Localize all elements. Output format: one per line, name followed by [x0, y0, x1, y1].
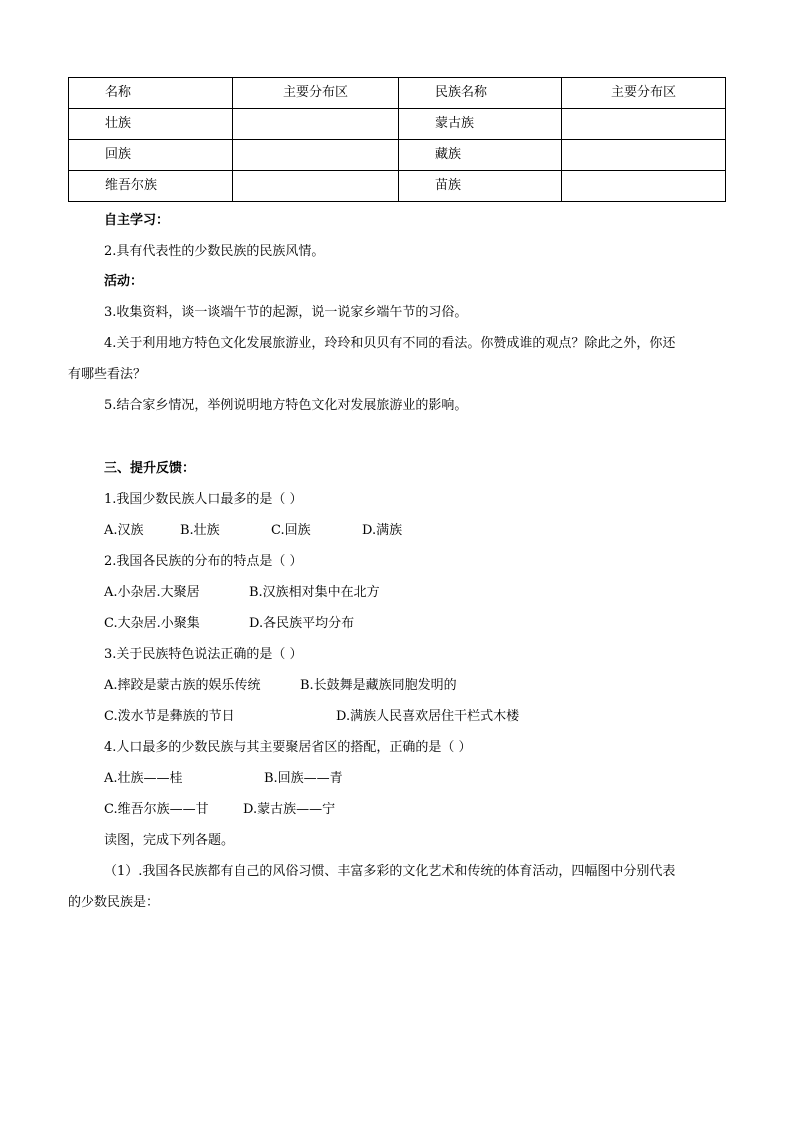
- feedback-question-4: 4.人口最多的少数民族与其主要聚居省区的搭配，正确的是（ ）: [104, 740, 472, 755]
- table-row: [69, 171, 726, 202]
- activity-question-4-line2: 有哪些看法？: [68, 367, 147, 382]
- table-cell-ethnic-name: 苗族: [399, 171, 562, 202]
- q4-option-d: D.蒙古族——宁: [243, 802, 336, 817]
- table-row: [69, 109, 726, 140]
- subquestion-1-line2: 的少数民族是：: [68, 895, 160, 910]
- table-cell-blank: [562, 140, 726, 171]
- table-cell-ethnic-name: 藏族: [399, 140, 562, 171]
- q2-option-b: B.汉族相对集中在北方: [249, 585, 380, 600]
- table-cell-ethnic-name: 壮族: [69, 109, 233, 140]
- activity-question-5: 5.结合家乡情况，举例说明地方特色文化对发展旅游业的影响。: [104, 398, 468, 413]
- table-header-cell: 主要分布区: [233, 78, 399, 109]
- table-header-cell: 民族名称: [399, 78, 562, 109]
- feedback-question-3: 3.关于民族特色说法正确的是（ ）: [104, 647, 303, 662]
- table-cell-ethnic-name: 回族: [69, 140, 233, 171]
- q3-option-a: A.摔跤是蒙古族的娱乐传统: [104, 678, 261, 693]
- activity-question-4-line1: 4.关于利用地方特色文化发展旅游业，玲玲和贝贝有不同的看法。你赞成谁的观点？除此之外，你还: [104, 336, 676, 351]
- activity-question-3: 3.收集资料，谈一谈端午节的起源，说一说家乡端午节的习俗。: [104, 305, 468, 320]
- table-header-cell: 名称: [69, 78, 233, 109]
- table-row: [69, 140, 726, 171]
- table-cell-ethnic-name: 维吾尔族: [69, 171, 233, 202]
- q2-option-d: D.各民族平均分布: [249, 616, 355, 631]
- read-map-instruction: 读图，完成下列各题。: [104, 833, 235, 848]
- table-cell-blank: [562, 171, 726, 202]
- q4-option-b: B.回族——青: [264, 771, 343, 786]
- q1-option-d: D.满族: [362, 523, 403, 538]
- feedback-question-2: 2.我国各民族的分布的特点是（ ）: [104, 554, 303, 569]
- table-cell-blank: [233, 140, 399, 171]
- q3-option-d: D.满族人民喜欢居住干栏式木楼: [336, 709, 520, 724]
- q2-option-a: A.小杂居.大聚居: [104, 585, 200, 600]
- table-header-cell: 主要分布区: [562, 78, 726, 109]
- table-cell-ethnic-name: 蒙古族: [399, 109, 562, 140]
- q1-option-c: C.回族: [271, 523, 311, 538]
- q1-option-a: A.汉族: [104, 523, 144, 538]
- q4-option-a: A.壮族——桂: [104, 771, 183, 786]
- ethnic-distribution-table: [68, 77, 726, 202]
- self-study-heading: 自主学习：: [104, 213, 170, 228]
- q2-option-c: C.大杂居.小聚集: [104, 616, 200, 631]
- feedback-question-1: 1.我国少数民族人口最多的是（ ）: [104, 492, 303, 507]
- activity-heading: 活动：: [104, 274, 144, 289]
- table-cell-blank: [233, 171, 399, 202]
- feedback-heading: 三、提升反馈：: [104, 461, 196, 476]
- q1-option-b: B.壮族: [180, 523, 220, 538]
- q4-option-c: C.维吾尔族——甘: [104, 802, 209, 817]
- table-header-row: [69, 78, 726, 109]
- table-cell-blank: [562, 109, 726, 140]
- subquestion-1-line1: （1）.我国各民族都有自己的风俗习惯、丰富多彩的文化艺术和传统的体育活动，四幅图中分别代表: [104, 864, 676, 879]
- q3-option-c: C.泼水节是彝族的节日: [104, 709, 235, 724]
- table-cell-blank: [233, 109, 399, 140]
- study-question-2: 2.具有代表性的少数民族的民族风情。: [104, 244, 325, 259]
- q3-option-b: B.长鼓舞是藏族同胞发明的: [300, 678, 457, 693]
